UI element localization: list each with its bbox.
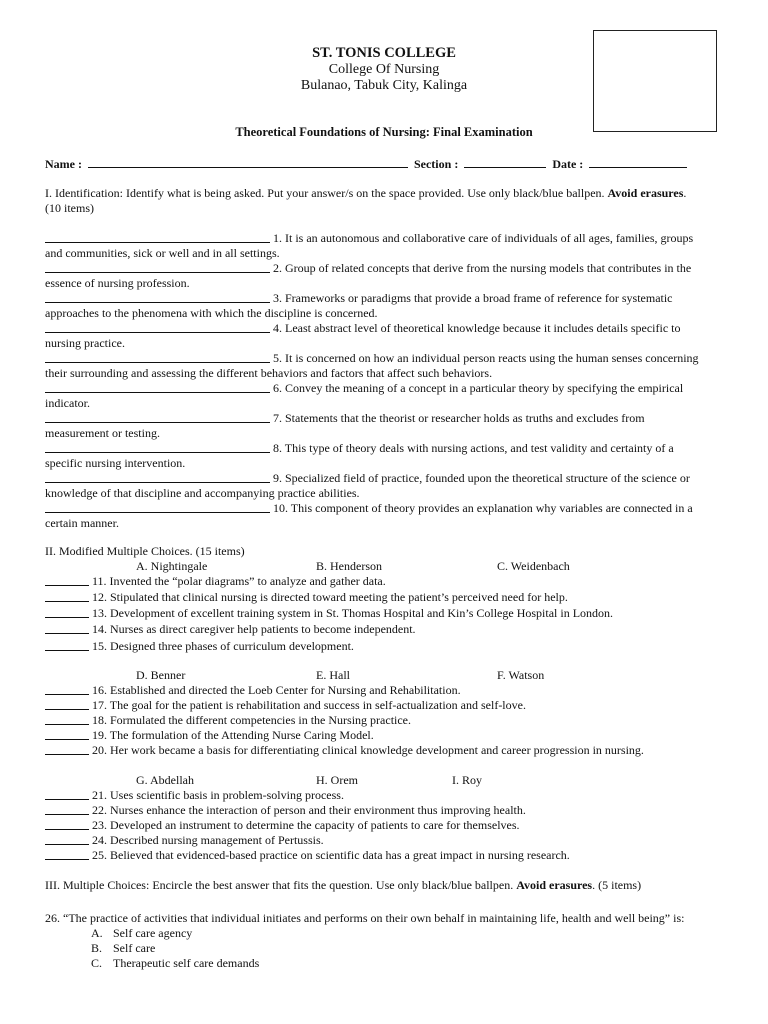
- question-text: 18. Formulated the different competencies in the Nursing practice.: [92, 713, 412, 727]
- answer-blank[interactable]: [45, 482, 270, 483]
- answer-blank[interactable]: [45, 844, 89, 845]
- answer-blank[interactable]: [45, 633, 89, 634]
- choice-option: D. Benner: [136, 668, 186, 682]
- question-text: 23. Developed an instrument to determine the capacity of patients to care for themselves.: [92, 818, 520, 832]
- question-text: 5. It is concerned on how an individual person reacts using the human senses concerning: [273, 351, 699, 365]
- answer-blank[interactable]: [45, 332, 270, 333]
- question-text: 24. Described nursing management of Pertussis.: [92, 833, 324, 847]
- question-text-continued: measurement or testing.: [45, 426, 160, 440]
- answer-blank[interactable]: [45, 422, 270, 423]
- school-address: Bulanao, Tabuk City, Kalinga: [300, 78, 468, 93]
- part1-instruction: [45, 186, 686, 201]
- question-text: 11. Invented the “polar diagrams” to analyze and gather data.: [92, 574, 386, 588]
- question-text-continued: knowledge of that discipline and accompanying practice abilities.: [45, 486, 360, 500]
- question-text-continued: nursing practice.: [45, 336, 125, 350]
- option-letter[interactable]: B.: [91, 941, 103, 955]
- option-text[interactable]: Therapeutic self care demands: [113, 956, 260, 970]
- choice-option: C. Weidenbach: [497, 559, 570, 573]
- part1-instruction-end: .: [683, 186, 687, 200]
- answer-blank[interactable]: [45, 617, 89, 618]
- name-field[interactable]: [88, 156, 408, 168]
- question-text: 25. Believed that evidenced-based practice on scientific data has a great impact in nursing research.: [92, 848, 570, 862]
- answer-blank[interactable]: [45, 242, 270, 243]
- answer-blank[interactable]: [45, 739, 89, 740]
- question-text: 13. Development of excellent training system in St. Thomas Hospital and Kin’s College Hospital in London.: [92, 606, 614, 620]
- part3-instruction-end: . (5 items): [592, 878, 642, 892]
- question-text-continued: approaches to the phenomena with which the discipline is concerned.: [45, 306, 378, 320]
- answer-blank[interactable]: [45, 859, 89, 860]
- answer-blank[interactable]: [45, 829, 89, 830]
- option-letter[interactable]: A.: [91, 926, 103, 940]
- part3-instruction-text: III. Multiple Choices: Encircle the best answer that fits the question. Use only black/blue ballpen.: [45, 878, 514, 892]
- question-text: 10. This component of theory provides an explanation why variables are connected in a: [273, 501, 693, 515]
- option-text[interactable]: Self care: [113, 941, 156, 955]
- choice-option: H. Orem: [316, 773, 358, 787]
- answer-blank[interactable]: [45, 585, 89, 586]
- choice-option: A. Nightingale: [136, 559, 208, 573]
- choice-option: B. Henderson: [316, 559, 382, 573]
- choice-option: I. Roy: [452, 773, 482, 787]
- question-text-continued: essence of nursing profession.: [45, 276, 190, 290]
- answer-blank[interactable]: [45, 709, 89, 710]
- question-text: 17. The goal for the patient is rehabilitation and success in self-actualization and self-love.: [92, 698, 526, 712]
- answer-blank[interactable]: [45, 754, 89, 755]
- question-text-continued: and communities, sick or well and in all settings.: [45, 246, 280, 260]
- question-text: 16. Established and directed the Loeb Center for Nursing and Rehabilitation.: [92, 683, 461, 697]
- answer-blank[interactable]: [45, 650, 89, 651]
- answer-blank[interactable]: [45, 724, 89, 725]
- part2-instruction: II. Modified Multiple Choices. (15 items): [45, 544, 245, 558]
- date-label: Date :: [552, 157, 584, 171]
- answer-blank[interactable]: [45, 512, 270, 513]
- question-text: 3. Frameworks or paradigms that provide a broad frame of reference for systematic: [273, 291, 673, 305]
- question-text-continued: their surrounding and assessing the different behaviors and factors that affect such behaviors.: [45, 366, 493, 380]
- part1-item-count: (10 items): [45, 201, 94, 215]
- answer-blank[interactable]: [45, 302, 270, 303]
- question-text: 20. Her work became a basis for differentiating clinical knowledge development and career progression in nursing.: [92, 743, 644, 757]
- question-text: 2. Group of related concepts that derive from the nursing models that contributes in the: [273, 261, 692, 275]
- answer-blank[interactable]: [45, 694, 89, 695]
- name-field-row: [45, 156, 687, 172]
- option-text[interactable]: Self care agency: [113, 926, 193, 940]
- question-26: 26. “The practice of activities that individual initiates and performs on their own behalf in maintaining life, health and well being” is:: [45, 911, 685, 925]
- section-label: Section :: [413, 157, 459, 171]
- part1-instruction-emphasis: Avoid erasures: [607, 186, 684, 200]
- answer-blank[interactable]: [45, 392, 270, 393]
- question-text: 19. The formulation of the Attending Nurse Caring Model.: [92, 728, 374, 742]
- choice-option: F. Watson: [497, 668, 545, 682]
- date-field[interactable]: [589, 156, 687, 168]
- college-name: College Of Nursing: [328, 62, 440, 77]
- question-text-continued: certain manner.: [45, 516, 119, 530]
- school-name: ST. TONIS COLLEGE: [312, 45, 456, 61]
- question-text: 6. Convey the meaning of a concept in a particular theory by specifying the empirical: [273, 381, 684, 395]
- question-text: 22. Nurses enhance the interaction of person and their environment thus improving health.: [92, 803, 526, 817]
- part3-instruction: [45, 878, 641, 893]
- question-text-continued: specific nursing intervention.: [45, 456, 186, 470]
- question-text: 4. Least abstract level of theoretical knowledge because it includes details specific to: [273, 321, 681, 335]
- section-field[interactable]: [464, 156, 546, 168]
- answer-blank[interactable]: [45, 799, 89, 800]
- question-text: 14. Nurses as direct caregiver help patients to become independent.: [92, 622, 416, 636]
- question-text: 8. This type of theory deals with nursing actions, and test validity and certainty of a: [273, 441, 674, 455]
- choice-option: G. Abdellah: [136, 773, 194, 787]
- option-letter[interactable]: C.: [91, 956, 103, 970]
- question-text: 15. Designed three phases of curriculum development.: [92, 639, 354, 653]
- answer-blank[interactable]: [45, 272, 270, 273]
- answer-blank[interactable]: [45, 362, 270, 363]
- part1-instruction-text: I. Identification: Identify what is being asked. Put your answer/s on the space provided. Use only black/blue ballpen.: [45, 186, 605, 200]
- part3-instruction-emphasis: Avoid erasures: [516, 878, 593, 892]
- answer-blank[interactable]: [45, 452, 270, 453]
- answer-blank[interactable]: [45, 601, 89, 602]
- question-text: 1. It is an autonomous and collaborative care of individuals of all ages, families, groups: [273, 231, 694, 245]
- name-label: Name :: [45, 157, 82, 171]
- question-text: 7. Statements that the theorist or researcher holds as truths and excludes from: [273, 411, 645, 425]
- answer-blank[interactable]: [45, 814, 89, 815]
- question-text: 12. Stipulated that clinical nursing is directed toward meeting the patient’s perceived need for help.: [92, 590, 568, 604]
- choice-option: E. Hall: [316, 668, 350, 682]
- question-text: 9. Specialized field of practice, founded upon the theoretical structure of the science or: [273, 471, 690, 485]
- question-text: 21. Uses scientific basis in problem-solving process.: [92, 788, 344, 802]
- exam-title: Theoretical Foundations of Nursing: Final Examination: [235, 125, 533, 139]
- question-text-continued: indicator.: [45, 396, 90, 410]
